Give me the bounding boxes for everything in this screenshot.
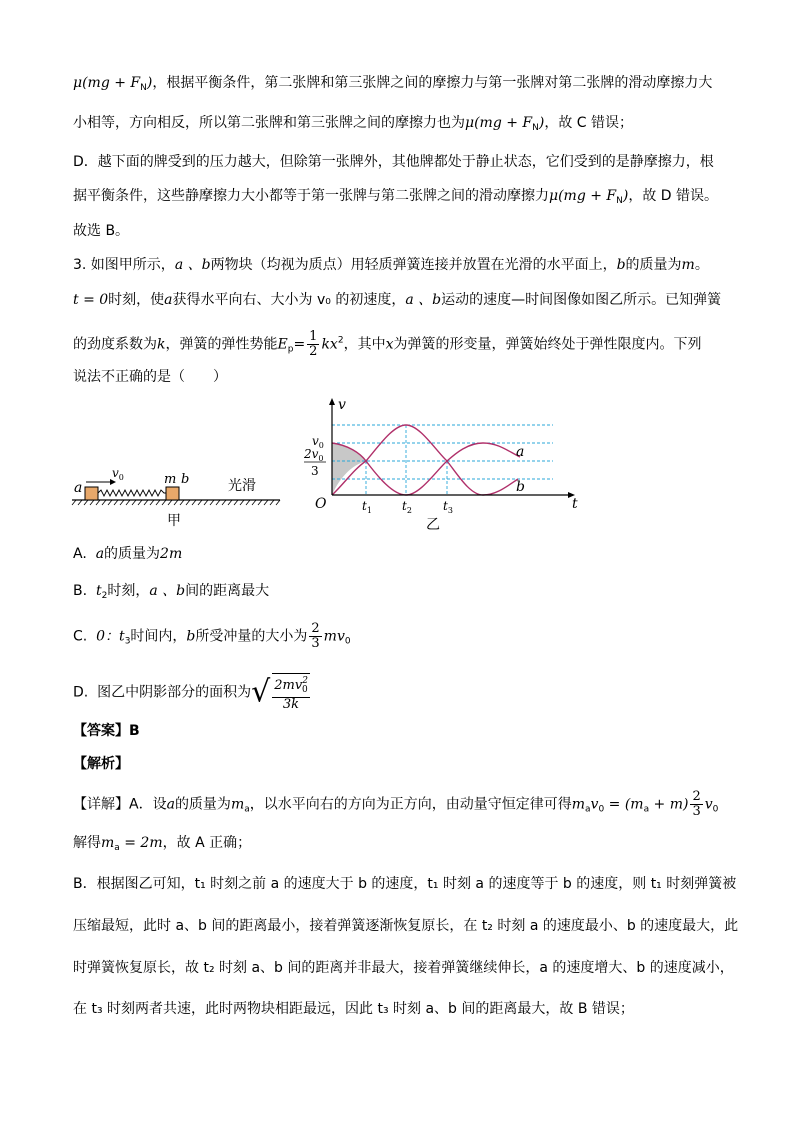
option-c-mv: mv: [323, 628, 345, 645]
prev-line-1-text: ，根据平衡条件，第二张牌和第三张牌之间的摩擦力与第一张牌对第二张牌的滑动摩擦力大: [152, 75, 713, 91]
q3-l1-b: 两物块（均视为质点）用轻质弹簧连接并放置在光滑的水平面上，: [210, 257, 617, 273]
detail-tag: 【详解】: [73, 796, 129, 813]
tick-t1-sub: 1: [366, 506, 372, 515]
detail-l1-b: 的质量为: [174, 796, 231, 813]
detail-l1-avar: a: [166, 796, 175, 813]
option-d-fraction: [272, 673, 309, 712]
q3-l1-d: 。: [694, 257, 709, 273]
label-b: b: [181, 472, 190, 487]
detail-line-1: [73, 790, 718, 820]
eq-paren-sub: a: [643, 804, 650, 815]
q3-l2-a: 时刻，使: [108, 292, 165, 308]
mu-expression: μ(mg + F: [73, 75, 141, 91]
label-v0: [112, 466, 124, 482]
option-c-b: b: [186, 628, 196, 645]
mu-subscript-2: N: [532, 123, 539, 133]
detail-l1-ma: m: [230, 796, 245, 813]
half-num: 1: [309, 329, 318, 344]
mu-expression-2: μ(mg + F: [465, 115, 533, 131]
q3-l3-b: ，弹簧的弹性势能: [165, 336, 278, 353]
option-b-t: t: [95, 583, 102, 599]
option-b: [73, 581, 269, 606]
option-c-label: C.: [73, 628, 88, 645]
curve-a: [332, 443, 520, 495]
tick-t3: [443, 499, 453, 515]
option-c-sub: 3: [124, 636, 131, 647]
tick-t2: [402, 499, 412, 515]
option-d-num-sup: 2: [302, 676, 308, 686]
label-a: a: [74, 480, 83, 496]
q3-l3-a: 的劲度系数为: [73, 336, 157, 353]
detail-line-5: 时弹簧恢复原长，故 t₂ 时刻 a、b 间的距离并非最大，接着弹簧继续伸长，a 的速度增大、b 的速度减小，: [73, 960, 734, 976]
caption-yi: 乙: [426, 517, 440, 533]
option-d-label: D.: [73, 684, 89, 701]
option-c-den: 3: [311, 636, 320, 651]
v-axis-arrow: [329, 398, 335, 405]
axis-label-v: v: [338, 397, 346, 413]
prev-line-3: D．越下面的牌受到的压力越大，但除第一张牌外，其他牌都处于静止状态，它们受到的是静摩擦力，根: [73, 154, 714, 170]
option-d-den: 3k: [282, 697, 300, 712]
option-a-text: 的质量为: [104, 546, 161, 562]
origin-label: O: [315, 496, 327, 512]
shaded-area: [332, 443, 366, 495]
half-den: 2: [309, 344, 318, 359]
option-d-num-main: 2mv: [274, 678, 303, 693]
tick-t1: [362, 499, 372, 515]
option-a: [73, 544, 182, 564]
option-d-num-sub: 0: [301, 685, 308, 695]
detail-line-2: [73, 833, 251, 858]
label-v0-sub: 0: [118, 473, 124, 482]
label-m: m: [164, 472, 177, 487]
option-b-end: 间的距离最大: [185, 583, 270, 599]
tick-v0-sub: 0: [318, 441, 324, 450]
axis-label-t: t: [572, 496, 578, 512]
mu-subscript-3: N: [616, 196, 623, 206]
detail-l2-b: ，故 A 正确；: [162, 835, 252, 851]
analysis-tag: 【解析】: [73, 756, 129, 772]
eq-m: m: [571, 796, 586, 813]
tick-label-2v0-den: 3: [311, 464, 319, 478]
curve-label-a: a: [516, 444, 525, 460]
eq-frac-den: 3: [692, 804, 701, 819]
q3-l1-ab: a 、b: [174, 257, 211, 273]
q3-line-3: [73, 330, 701, 360]
q3-l3-c: ，其中: [343, 336, 386, 353]
prev-line-2-text: 小相等，方向相反，所以第二张牌和第三张牌之间的摩擦力也为: [73, 115, 465, 131]
mu-expression-3: μ(mg + F: [549, 188, 617, 204]
option-c: [73, 622, 351, 652]
eq-v2-sub: 0: [712, 804, 719, 815]
option-a-value: 2m: [160, 546, 183, 562]
q3-l1-bvar: b: [616, 257, 626, 273]
eq-v-sub: 0: [598, 804, 605, 815]
option-d: [73, 673, 312, 712]
mu-close-2: ): [538, 115, 545, 131]
prev-line-2-end: ，故 C 错误；: [544, 115, 634, 131]
eq-paren: = (m: [604, 796, 644, 813]
q3-l3-sq: 2: [337, 335, 344, 346]
option-b-sub: 2: [101, 591, 108, 601]
q3-l3-ep: E: [277, 336, 288, 353]
figure-yi: [298, 395, 588, 535]
option-b-ab: a 、b: [149, 583, 186, 599]
label-smooth: 光滑: [228, 478, 256, 494]
option-a-label: A.: [73, 546, 87, 562]
block-a: [85, 487, 98, 500]
block-b: [166, 487, 179, 500]
eq-m-sub: a: [585, 804, 591, 815]
spring: [98, 490, 166, 496]
q3-l3-x: x: [385, 336, 394, 353]
detail-l1-ma-sub: a: [244, 804, 250, 815]
tick-t3-main: t: [443, 499, 448, 513]
option-c-range: 0：t: [96, 628, 125, 645]
tick-t3-sub: 3: [447, 506, 453, 515]
option-c-num: 2: [311, 621, 320, 636]
eq-plus-m: + m): [649, 796, 689, 813]
q3-l2-ab: a 、b: [405, 292, 442, 308]
answer-tag: 【答案】B: [73, 723, 140, 739]
q3-l3-eq: =: [293, 336, 306, 353]
detail-l2-ma: m: [101, 835, 115, 851]
tick-t2-sub: 2: [406, 506, 412, 515]
q3-l3-d: 为弹簧的形变量，弹簧始终处于弹性限度内。下列: [393, 336, 702, 353]
option-d-num: [272, 674, 309, 698]
option-c-fraction: [309, 622, 321, 651]
q3-l1-a: 3. 如图甲所示，: [73, 257, 175, 273]
mu-subscript: N: [140, 83, 147, 93]
option-a-var: a: [95, 546, 105, 562]
tick-2v0-sub: 0: [318, 454, 324, 463]
label-v0-main: v: [112, 466, 119, 480]
detail-l2-eq: = 2m: [119, 835, 163, 851]
eq-v: v: [590, 796, 599, 813]
eq-fraction: [690, 790, 702, 819]
detail-l1-a: A．设: [129, 796, 167, 813]
q3-l3-ep-sub: p: [287, 344, 294, 355]
q3-l2-avar: a: [164, 292, 173, 308]
mu-close: ): [146, 75, 153, 91]
q3-l3-k: k: [157, 336, 166, 353]
half-fraction: [307, 330, 319, 359]
curve-label-b: b: [516, 479, 525, 495]
figure-jia: [70, 462, 285, 532]
detail-line-6: 在 t₃ 时刻两者共速，此时两物块相距最远，因此 t₃ 时刻 a、b 间的距离最大，故 B 错误；: [73, 1001, 634, 1017]
detail-l2-ma-sub: a: [114, 843, 120, 853]
option-c-mv-sub: 0: [344, 636, 351, 647]
q3-l3-kx: kx: [321, 336, 338, 353]
eq-v2: v: [704, 796, 713, 813]
prev-line-4-text: 据平衡条件，这些静摩擦力大小都等于第一张牌与第二张牌之间的滑动摩擦力: [73, 188, 549, 204]
prev-line-4-end: ，故 D 错误。: [628, 188, 719, 204]
q3-line-1: [73, 255, 709, 275]
tick-t1-main: t: [362, 499, 367, 513]
q3-l2-t0: t = 0: [73, 292, 109, 308]
caption-jia: 甲: [167, 513, 181, 529]
option-d-text: 图乙中阴影部分的面积为: [97, 684, 252, 701]
eq-frac-num: 2: [692, 789, 701, 804]
mu-close-3: ): [622, 188, 629, 204]
tick-2v0-num: 2v: [304, 447, 319, 461]
detail-line-3: B．根据图乙可知，t₁ 时刻之前 a 的速度大于 b 的速度，t₁ 时刻 a 的速度等于 b 的速度，则 t₁ 时刻弹簧被: [73, 876, 737, 892]
prev-line-2: [73, 113, 633, 138]
detail-line-4: 压缩最短，此时 a、b 间的距离最小，接着弹簧逐渐恢复原长，在 t₂ 时刻 a 的速度最小、b 的速度最大，此: [73, 918, 739, 934]
sqrt-sign: √: [251, 674, 271, 710]
option-c-text2: 所受冲量的大小为: [195, 628, 308, 645]
q3-l2-c: 运动的速度—时间图像如图乙所示。已知弹簧: [441, 292, 722, 308]
q3-line-4: 说法不正确的是（ ）: [73, 369, 227, 385]
prev-line-4: [73, 186, 718, 211]
tick-v0-main: v: [312, 434, 319, 448]
q3-line-2: [73, 290, 721, 310]
option-b-text: 时刻，: [107, 583, 150, 599]
tick-t2-main: t: [402, 499, 407, 513]
q3-l1-m: m: [681, 257, 695, 273]
q3-l1-c: 的质量为: [625, 257, 682, 273]
ground-hatch: [72, 500, 280, 505]
q3-l2-b: 获得水平向右、大小为 v₀ 的初速度，: [172, 292, 406, 308]
option-b-label: B.: [73, 583, 88, 599]
prev-line-5: 故选 B。: [73, 223, 130, 239]
detail-l1-c: ，以水平向右的方向为正方向，由动量守恒定律可得: [249, 796, 572, 813]
detail-l2-a: 解得: [73, 835, 101, 851]
prev-line-1: [73, 73, 712, 98]
option-c-text: 时间内，: [130, 628, 187, 645]
